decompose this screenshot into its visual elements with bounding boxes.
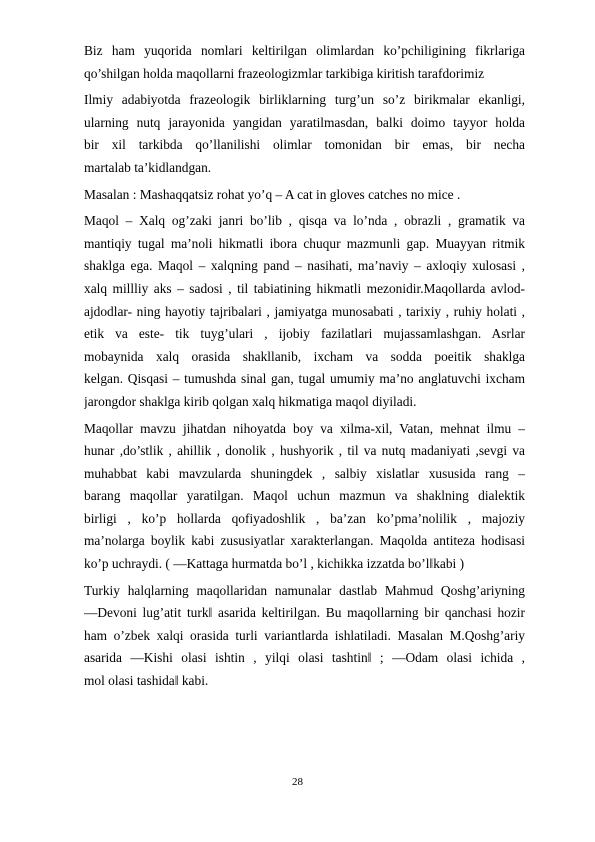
paragraph-1	[84, 40, 525, 85]
text-line: mol olasi tashida‖ kabi.	[84, 673, 209, 689]
text-line: bir xil tarkibda qo’llanilishi olimlar tomonidan bir emas, bir necha	[84, 137, 525, 153]
text-line: Ilmiy adabiyotda frazeologik birliklarning turg’un so’z birikmalar ekanligi,	[84, 92, 525, 108]
text-line: Maqollar mavzu jihatdan nihoyatda boy va xilma-xil, Vatan, mehnat ilmu –	[84, 420, 525, 436]
paragraph-5	[84, 418, 525, 576]
text-line: ham o’zbek xalqi orasida turli variantlarda ishlatiladi. Masalan M.Qoshg’ariy	[84, 627, 525, 643]
text-line: muhabbat kabi mavzularda shuningdek , salbiy xislatlar xususida rang –	[84, 465, 525, 481]
text-line: martalab ta’kidlandgan.	[84, 159, 212, 175]
text-line: hunar ,do’stlik , ahillik , donolik , hushyorik , til va nutq madaniyati ,sevgi va	[84, 443, 525, 459]
text-line: ularning nutq jarayonida yangidan yaratilmasdan, balki doimo tayyor holda	[84, 114, 525, 130]
text-line: etik va este- tik tuyg’ulari , ijobiy fazilatlari mujassamlashgan. Asrlar	[84, 326, 525, 342]
text-line: mantiqiy tugal ma’noli hikmatli ibora chuqur mazmunli gap. Muayyan ritmik	[84, 235, 525, 251]
text-line: qo’shilgan holda maqollarni frazeologizmlar tarkibiga kiritish tarafdorimiz	[84, 65, 485, 81]
paragraph-3	[84, 184, 525, 207]
text-line: barang maqollar yaratilgan. Maqol uchun mazmun va shaklning dialektik	[84, 488, 525, 504]
text-line: Turkiy halqlarning maqollaridan namunalar dastlab Mahmud Qoshg’ariyning	[84, 582, 525, 598]
document-body	[84, 40, 525, 697]
text-line: xalq millliy aks – sadosi , til tabiatining hikmatli mezonidir.Maqollarda avlod-	[84, 280, 525, 296]
text-line: ma’nolarga boylik kabi zususiyatlar xarakterlangan. Maqolda antiteza hodisasi	[84, 533, 525, 549]
text-line: kelgan. Qisqasi – tumushda sinal gan, tugal umumiy ma’no anglatuvchi ixcham	[84, 371, 525, 387]
text-line: Masalan : Mashaqqatsiz rohat yo’q – A cat in gloves catches no mice .	[84, 186, 461, 202]
text-line: birligi , ko’p hollarda qofiyadoshlik , ba’zan ko’pma’nolilik , majoziy	[84, 510, 525, 526]
paragraph-4	[84, 210, 525, 413]
text-line: Biz ham yuqorida nomlari keltirilgan olimlardan ko’pchiligining fikrlariga	[84, 43, 525, 58]
text-line: ajdodlar- ning hayotiy tajribalari , jamiyatga munosabati , tarixiy , ruhiy holati ,	[84, 303, 525, 319]
paragraph-6	[84, 580, 525, 693]
text-line: jarongdor shaklga kirib qolgan xalq hikmatiga maqol diyiladi.	[84, 393, 417, 409]
text-line: asarida ―Kishi olasi ishtin , yilqi olasi tashtin‖ ; ―Odam olasi ichida ,	[84, 650, 525, 666]
text-line: Maqol – Xalq og’zaki janri bo’lib , qisqa va lo’nda , obrazli , gramatik va	[84, 213, 525, 229]
text-line: ko’p uchraydi. ( ―Kattaga hurmatda bo’l , kichikka izzatda bo’l‖kabi )	[84, 556, 465, 572]
text-line: shaklga ega. Maqol – xalqning pand – nasihati, ma’naviy – axloqiy xulosasi ,	[84, 258, 525, 274]
page-number: 28	[292, 776, 303, 788]
text-line: mobaynida xalq orasida shakllanib, ixcham va sodda poeitik shaklga	[84, 348, 525, 364]
paragraph-2	[84, 89, 525, 179]
text-line: ―Devoni lug’atit turk‖ asarida keltirilgan. Bu maqollarning bir qanchasi hozir	[84, 605, 525, 621]
